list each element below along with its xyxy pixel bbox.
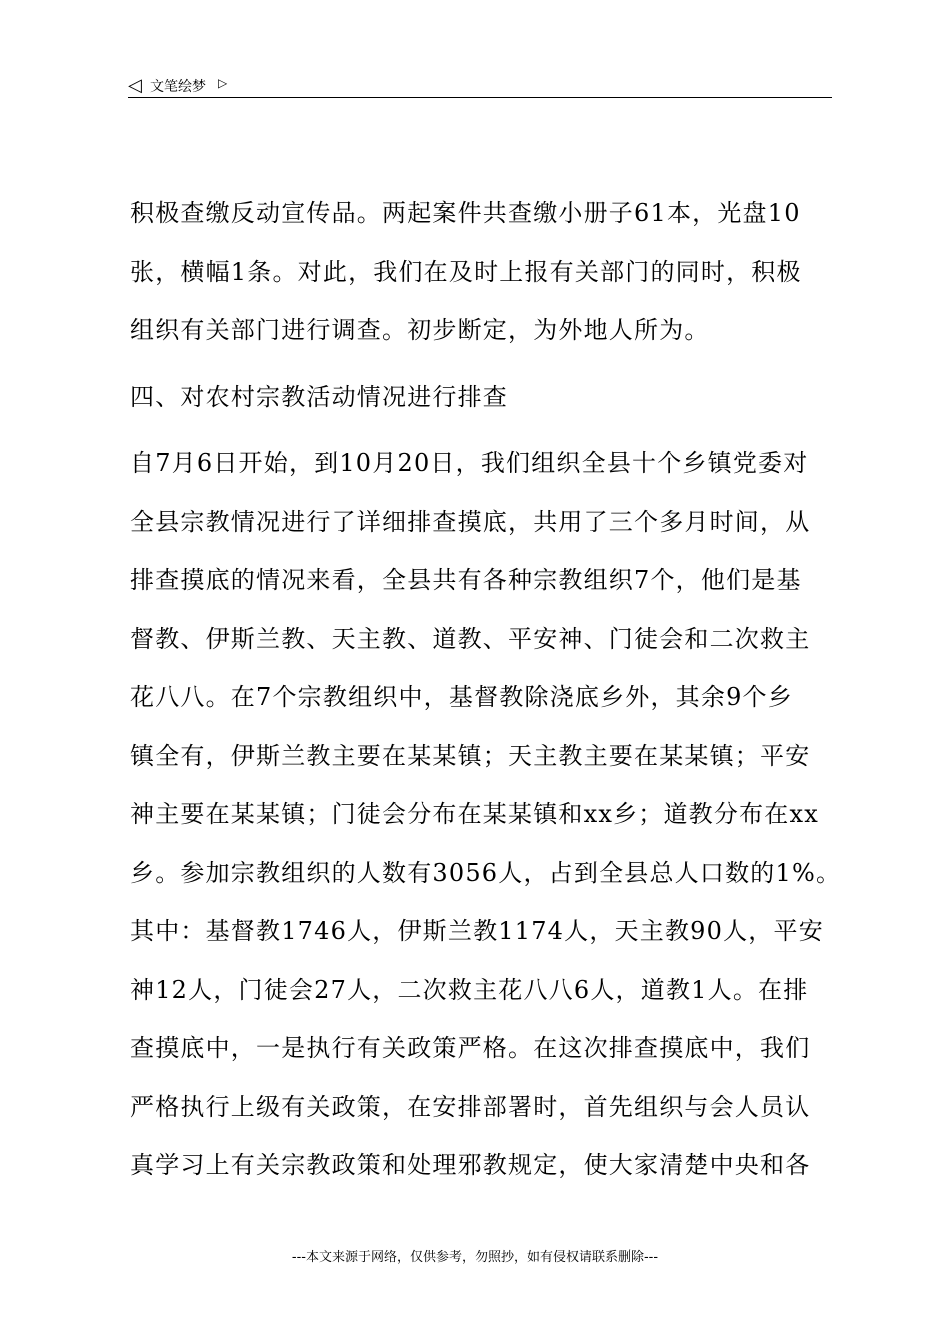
header-divider <box>128 97 832 98</box>
text-line: 排查摸底的情况来看，全县共有各种宗教组织7个，他们是基 <box>130 566 802 594</box>
text-line: 严格执行上级有关政策，在安排部署时，首先组织与会人员认 <box>130 1092 811 1121</box>
text-line: 督教、伊斯兰教、天主教、道教、平安神、门徒会和二次救主 <box>130 624 811 653</box>
text-line: 神12人，门徒会27人，二次救主花八八6人，道教1人。在排 <box>130 975 809 1004</box>
section-heading <box>130 368 836 427</box>
text-line: 张，横幅1条。对此，我们在及时上报有关部门的同时，积极 <box>130 257 802 286</box>
right-triangle-icon: ▷ <box>218 76 228 90</box>
paragraph-1 <box>130 184 836 360</box>
footer-notice: ---本文来源于网络，仅供参考，勿照抄，如有侵权请联系删除--- <box>291 1250 659 1265</box>
paragraph-2 <box>130 434 842 1195</box>
text-line: 镇全有，伊斯兰教主要在某某镇；天主教主要在某某镇；平安 <box>130 741 811 770</box>
text-line: 查摸底中，一是执行有关政策严格。在这次排查摸底中，我们 <box>130 1034 811 1062</box>
document-body <box>130 184 842 1195</box>
text-line: 乡。参加宗教组织的人数有3056人，占到全县总人口数的1%。 <box>130 858 842 887</box>
text-line: 神主要在某某镇；门徒会分布在某某镇和xx乡；道教分布在xx <box>130 800 819 828</box>
heading-line: 四、对农村宗教活动情况进行排查 <box>130 382 508 411</box>
header-brand: 文笔绘梦 <box>150 79 206 95</box>
text-line: 自7月6日开始，到10月20日，我们组织全县十个乡镇党委对 <box>130 449 809 477</box>
text-line: 积极查缴反动宣传品。两起案件共查缴小册子61本，光盘10 <box>130 199 801 227</box>
text-line: 花八八。在7个宗教组织中，基督教除浇底乡外，其余9个乡 <box>130 683 793 711</box>
text-line: 全县宗教情况进行了详细排查摸底，共用了三个多月时间，从 <box>130 507 811 536</box>
page-header <box>128 74 832 98</box>
text-line: 组织有关部门进行调查。初步断定，为外地人所为。 <box>130 316 710 344</box>
left-triangle-icon: ◁ <box>128 75 142 96</box>
text-line: 真学习上有关宗教政策和处理邪教规定，使大家清楚中央和各 <box>130 1151 811 1179</box>
text-line: 其中：基督教1746人，伊斯兰教1174人，天主教90人，平安 <box>130 917 824 945</box>
